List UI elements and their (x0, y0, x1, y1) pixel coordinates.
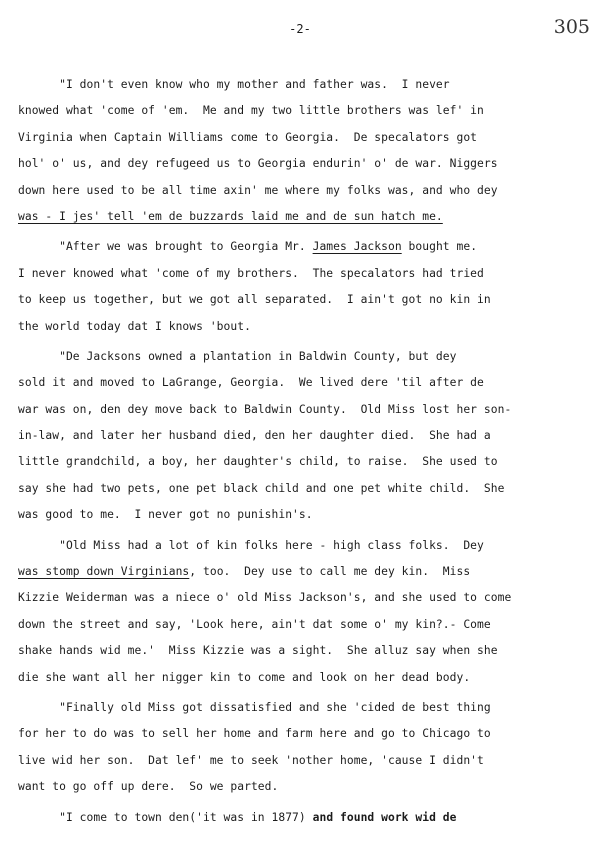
paragraph-3 (18, 344, 584, 529)
text-line: shake hands wid me.' Miss Kizzie was a sight. She alluz say when she (18, 644, 498, 658)
underlined-phrase: was stomp down Virginians (18, 565, 190, 579)
paragraph-4 (18, 533, 584, 691)
text-line: knowed what 'come of 'em. Me and my two little brothers was lef' in (18, 104, 484, 118)
text-line: down the street and say, 'Look here, ain't dat some o' my kin?.- Come (18, 617, 491, 631)
text-line: in-law, and later her husband died, den her daughter died. She had a (18, 429, 491, 443)
text-line: sold it and moved to LaGrange, Georgia. We lived dere 'til after de (18, 376, 484, 390)
document-body (18, 72, 584, 835)
text-fragment: bought me. (401, 240, 478, 254)
text-line: Kizzie Weiderman was a niece o' old Miss Jackson's, and she used to come (18, 591, 512, 605)
text-line: Virginia when Captain Williams come to Georgia. De specalators got (18, 130, 478, 144)
text-line: war was on, den dey move back to Baldwin County. Old Miss lost her son- (18, 402, 512, 416)
text-fragment: "I come to town den( (18, 810, 197, 824)
text-line: for her to do was to sell her home and farm here and go to Chicago to (18, 727, 491, 741)
text-line: to keep us together, but we got all separated. I ain't got no kin in (18, 293, 491, 307)
text-line: "Finally old Miss got dissatisfied and she 'cided de best thing (18, 700, 491, 714)
text-line: I never knowed what 'come of my brothers. The specalators had tried (18, 266, 484, 280)
text-line (18, 559, 584, 585)
text-line (18, 805, 584, 831)
text-line: "De Jacksons owned a plantation in Baldwin County, but dey (18, 349, 457, 363)
underlined-name: James Jackson (312, 240, 402, 254)
paragraph-2 (18, 234, 584, 340)
text-line: "Old Miss had a lot of kin folks here - high class folks. Dey (18, 538, 484, 552)
text-fragment: and found work wid de (305, 810, 457, 824)
text-line: was good to me. I never got no punishin's. (18, 508, 313, 522)
page-number: -2- (289, 22, 311, 36)
text-line: down here used to be all time axin' me where my folks was, and who dey (18, 183, 498, 197)
text-line: little grandchild, a boy, her daughter's child, to raise. She used to (18, 455, 498, 469)
text-line: want to go off up dere. So we parted. (18, 780, 279, 794)
archive-stamp-number: 305 (553, 16, 590, 38)
text-line: "I don't even know who my mother and father was. I never (18, 78, 450, 91)
text-line: say she had two pets, one pet black child and one pet white child. She (18, 481, 505, 495)
text-line (18, 234, 584, 260)
text-line: hol' o' us, and dey refugeed us to Georgia endurin' o' de war. Niggers (18, 157, 498, 171)
paragraph-6 (18, 805, 584, 831)
text-line: live wid her son. Dat lef' me to seek 'nother home, 'cause I didn't (18, 753, 484, 767)
paragraph-1 (18, 72, 584, 230)
text-line: the world today dat I knows 'bout. (18, 319, 251, 333)
handwritten-insert: 'it was in 1877) (196, 810, 306, 824)
text-line: die she want all her nigger kin to come and look on her dead body. (18, 670, 471, 684)
paragraph-5 (18, 695, 584, 801)
text-fragment: "After we was brought to Georgia Mr. (18, 240, 313, 254)
text-line-underlined: was - I jes' tell 'em de buzzards laid me and de sun hatch me. (18, 209, 443, 223)
text-fragment: , too. Dey use to call me dey kin. Miss (189, 565, 471, 579)
